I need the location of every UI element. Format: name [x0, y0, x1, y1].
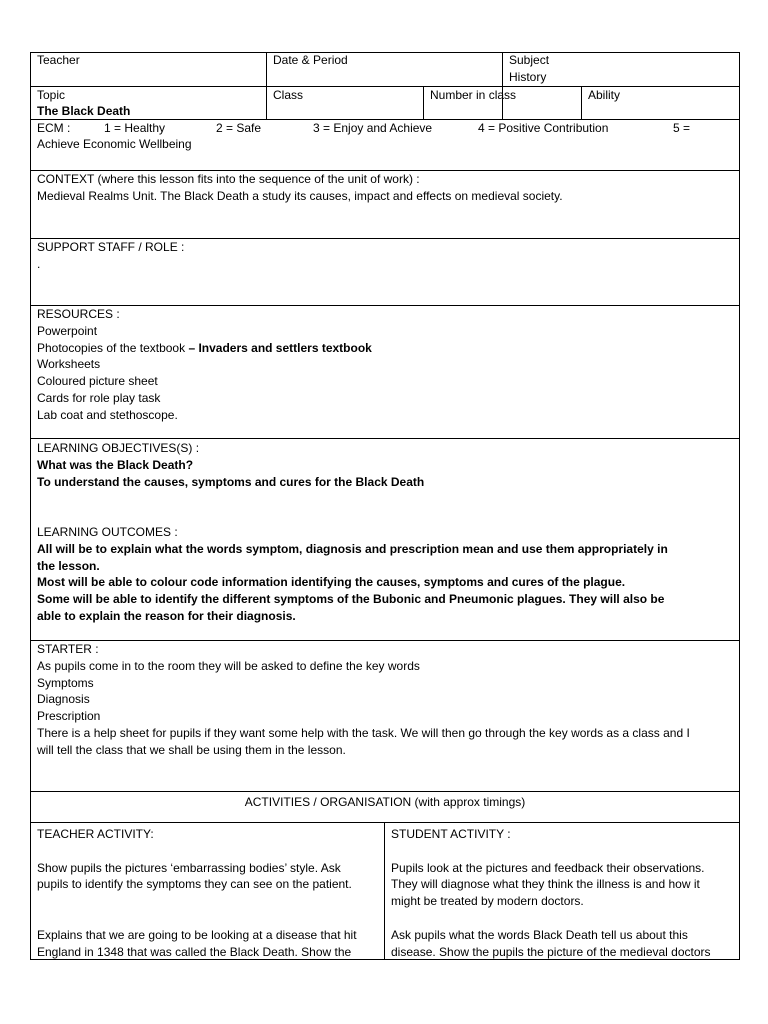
resource-item: Coloured picture sheet: [37, 374, 158, 389]
column-divider: [581, 86, 582, 119]
teacher-activity-heading: TEACHER ACTIVITY:: [37, 827, 154, 841]
row-divider: [30, 791, 740, 792]
resources-section: [37, 306, 372, 424]
student-activity-heading: STUDENT ACTIVITY :: [391, 827, 511, 841]
starter-heading: STARTER :: [37, 642, 99, 656]
resources-heading: RESOURCES :: [37, 307, 120, 321]
outcome-line: the lesson.: [37, 558, 100, 573]
table-border-right: [739, 52, 740, 960]
ecm-item-economic-number: 5 =: [673, 121, 691, 135]
row-divider: [30, 438, 740, 439]
teacher-activity-column: [37, 826, 357, 960]
objectives-heading: LEARNING OBJECTIVES(S) :: [37, 441, 200, 455]
resource-item-text: Photocopies of the textbook: [37, 340, 189, 355]
resource-item: Powerpoint: [37, 323, 98, 338]
student-activity-line: Pupils look at the pictures and feedback their observations.: [391, 860, 705, 875]
topic-value: The Black Death: [37, 104, 131, 118]
subject-value: History: [509, 70, 547, 84]
objective-item: What was the Black Death?: [37, 457, 194, 472]
outcomes-heading: LEARNING OUTCOMES :: [37, 525, 178, 539]
context-text: Medieval Realms Unit. The Black Death a study its causes, impact and effects on medieval society.: [37, 188, 563, 203]
starter-line: As pupils come in to the room they will be asked to define the key words: [37, 658, 420, 673]
column-divider: [384, 822, 385, 960]
table-border-left: [30, 52, 31, 960]
outcome-line: All will be to explain what the words symptom, diagnosis and prescription mean and use them appropriately in: [37, 541, 668, 556]
support-text: .: [37, 256, 41, 271]
context-section: [37, 171, 563, 205]
support-section: [37, 239, 184, 273]
outcome-line: Some will be able to identify the different symptoms of the Bubonic and Pneumonic plagues. They will also be: [37, 592, 665, 607]
date-period-label: Date & Period: [273, 53, 348, 67]
ecm-label: ECM :: [37, 121, 71, 135]
subject-label: Subject: [509, 53, 550, 67]
topic-label: Topic: [37, 88, 66, 102]
activities-heading: ACTIVITIES / ORGANISATION (with approx timings): [244, 795, 526, 809]
row-divider: [30, 822, 740, 823]
ecm-item-healthy: 1 = Healthy: [104, 121, 166, 135]
number-in-class-label: Number in class: [430, 88, 517, 102]
class-label: Class: [273, 88, 304, 102]
starter-line: Diagnosis: [37, 692, 90, 707]
starter-line: Prescription: [37, 709, 101, 724]
student-activity-line: disease. Show the pupils the picture of the medieval doctors: [391, 944, 711, 959]
resource-item: [37, 340, 372, 357]
teacher-activity-line: Show pupils the pictures ‘embarrassing bodies’ style. Ask: [37, 860, 341, 875]
teacher-activity-line: Explains that we are going to be looking at a disease that hit: [37, 927, 357, 942]
support-heading: SUPPORT STAFF / ROLE :: [37, 240, 185, 254]
column-divider: [266, 52, 267, 119]
row-divider: [30, 86, 740, 87]
starter-line: will tell the class that we shall be using them in the lesson.: [37, 742, 346, 757]
teacher-activity-line: England in 1348 that was called the Black Death. Show the: [37, 944, 352, 959]
student-activity-line: might be treated by modern doctors.: [391, 894, 584, 909]
objective-item: To understand the causes, symptoms and cures for the Black Death: [37, 474, 425, 489]
column-divider: [423, 86, 424, 119]
resource-item: Worksheets: [37, 357, 101, 372]
starter-line: Symptoms: [37, 675, 94, 690]
ecm-item-positive-contribution: 4 = Positive Contribution: [478, 121, 609, 135]
student-activity-line: They will diagnose what they think the illness is and how it: [391, 877, 700, 892]
teacher-label: Teacher: [37, 53, 80, 67]
ecm-item-enjoy-achieve: 3 = Enjoy and Achieve: [313, 121, 433, 135]
context-heading: CONTEXT (where this lesson fits into the sequence of the unit of work) :: [37, 172, 420, 186]
outcome-line: able to explain the reason for their diagnosis.: [37, 608, 296, 623]
teacher-activity-line: pupils to identify the symptoms they can see on the patient.: [37, 877, 352, 892]
resource-item: Lab coat and stethoscope.: [37, 407, 178, 422]
student-activity-line: Ask pupils what the words Black Death tell us about this: [391, 927, 688, 942]
student-activity-column: [391, 826, 711, 960]
starter-section: [37, 641, 690, 759]
column-divider: [502, 52, 503, 119]
resource-item: Cards for role play task: [37, 390, 161, 405]
ability-label: Ability: [588, 88, 621, 102]
resource-item-textbook: – Invaders and settlers textbook: [188, 340, 372, 355]
starter-line: There is a help sheet for pupils if they want some help with the task. We will then go through the key words as a class and I: [37, 725, 690, 740]
table-border-top: [30, 52, 740, 53]
outcome-line: Most will be able to colour code information identifying the causes, symptoms and cures of the plague.: [37, 575, 626, 590]
ecm-item-safe: 2 = Safe: [216, 121, 262, 135]
outcomes-section: [37, 524, 668, 625]
objectives-section: [37, 440, 424, 490]
ecm-item-economic-wellbeing: Achieve Economic Wellbeing: [37, 137, 192, 151]
